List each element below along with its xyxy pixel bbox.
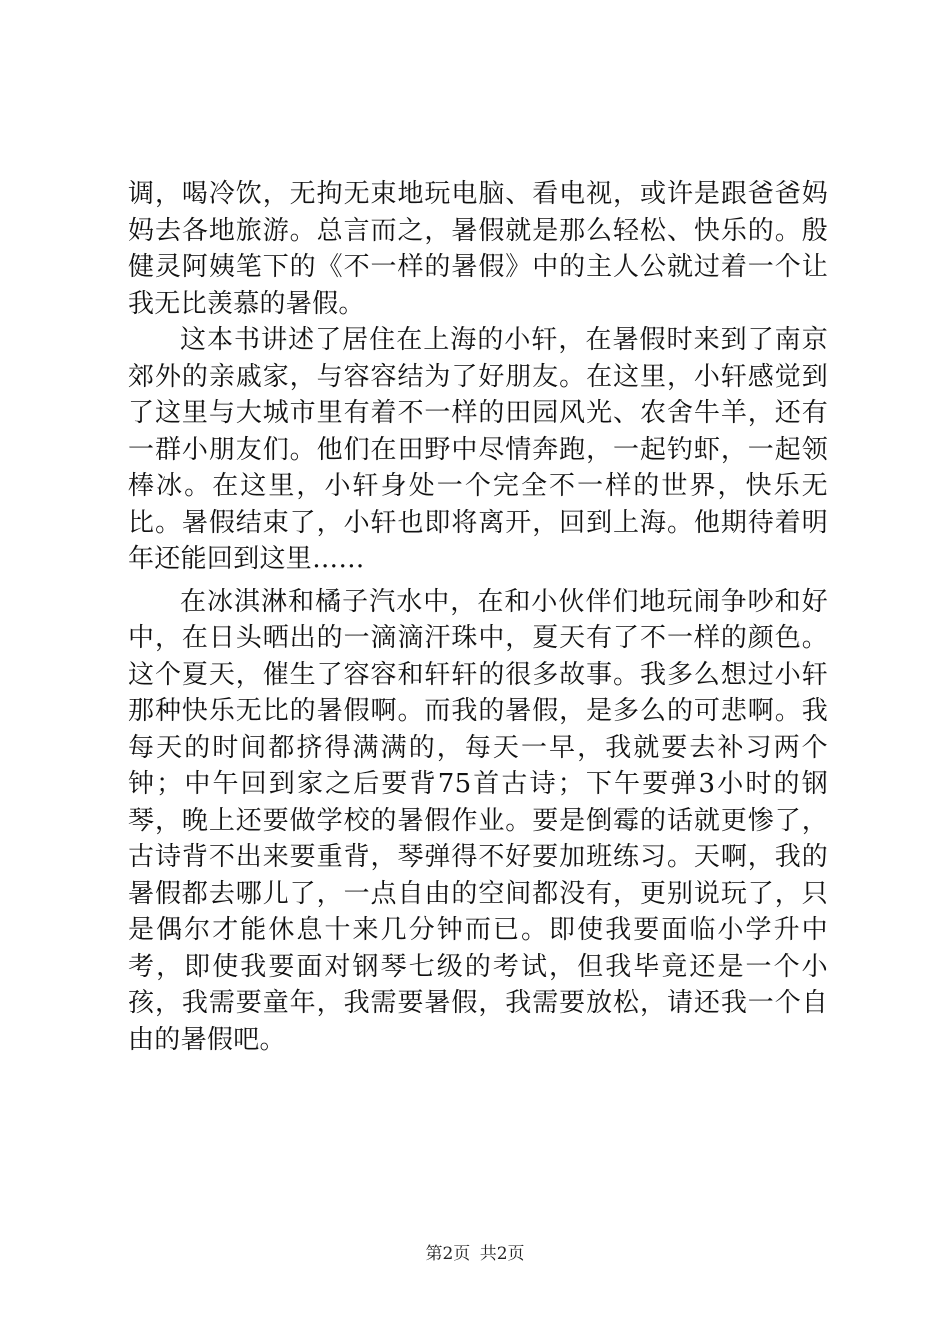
paragraph-continued: 调，喝冷饮，无拘无束地玩电脑、看电视，或许是跟爸爸妈妈去各地旅游。总言而之，暑假就是那么轻松、快乐的。殷健灵阿姨笔下的《不一样的暑假》中的主人公就过着一个让我无比羡慕的暑假。 xyxy=(128,179,828,319)
page-total: 共2页 xyxy=(479,1244,525,1264)
page-number: 第2页 xyxy=(425,1244,471,1264)
page-footer xyxy=(0,1243,950,1265)
paragraph-book-summary: 这本书讲述了居住在上海的小轩，在暑假时来到了南京郊外的亲戚家，与容容结为了好朋友。在这里，小轩感觉到了这里与大城市里有着不一样的田园风光、农舍牛羊，还有一群小朋友们。他们在田野中尽情奔跑，一起钓虾，一起领棒冰。在这里，小轩身处一个完全不一样的世界，快乐无比。暑假结束了，小轩也即将离开，回到上海。他期待着明年还能回到这里…… xyxy=(128,325,828,574)
paragraph-my-summer: 在冰淇淋和橘子汽水中，在和小伙伴们地玩闹争吵和好中，在日头晒出的一滴滴汗珠中，夏天有了不一样的颜色。这个夏天，催生了容容和轩轩的很多故事。我多么想过小轩那种快乐无比的暑假啊。而我的暑假，是多么的可悲啊。我每天的时间都挤得满满的，每天一早，我就要去补习两个钟；中午回到家之后要背75首古诗；下午要弹3小时的钢琴，晚上还要做学校的暑假作业。要是倒霉的话就更惨了，古诗背不出来要重背，琴弹得不好要加班练习。天啊，我的暑假都去哪儿了，一点自由的空间都没有，更别说玩了，只是偶尔才能休息十来几分钟而已。即使我要面临小学升中考，即使我要面对钢琴七级的考试，但我毕竟还是一个小孩，我需要童年，我需要暑假，我需要放松，请还我一个自由的暑假吧。 xyxy=(128,586,828,1055)
document-body xyxy=(128,176,828,1058)
